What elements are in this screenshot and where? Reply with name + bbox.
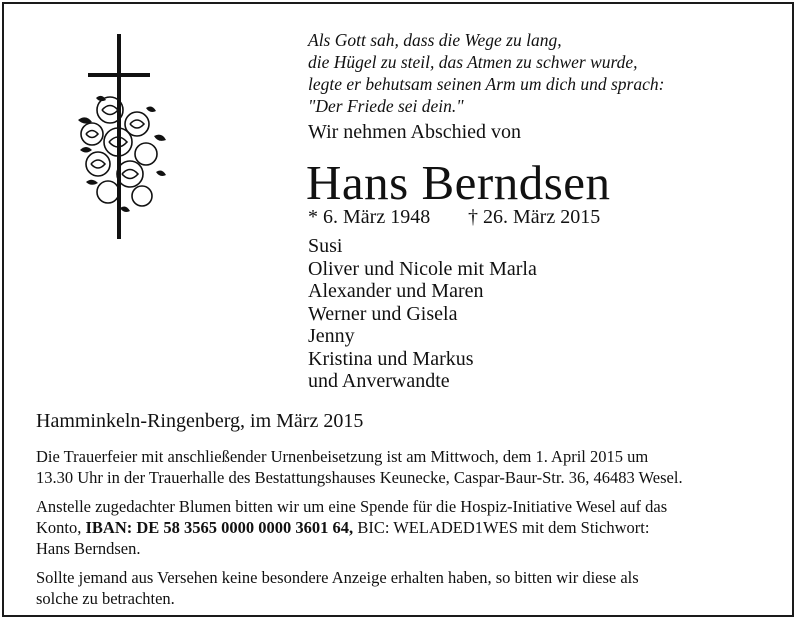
- poem-line: "Der Friede sei dein.": [308, 96, 464, 116]
- life-dates: [308, 206, 638, 229]
- poem: [308, 29, 778, 117]
- notice-info: [36, 567, 786, 609]
- death-date: † 26. März 2015: [468, 206, 601, 228]
- donation-keyword: Hans Berndsen.: [36, 539, 141, 558]
- donation-info: [36, 496, 786, 559]
- donation-line: [36, 517, 786, 538]
- notice-line: solche zu betrachten.: [36, 589, 175, 608]
- poem-line: Als Gott sah, dass die Wege zu lang,: [308, 30, 562, 50]
- ceremony-info: [36, 446, 786, 488]
- mourner: Alexander und Maren: [308, 280, 484, 302]
- ceremony-line: 13.30 Uhr in der Trauerhalle des Bestattungshauses Keunecke, Caspar-Baur-Str. 36, 46483 Wesel.: [36, 468, 683, 487]
- birth-date: * 6. März 1948: [308, 206, 431, 228]
- place-and-date: Hamminkeln-Ringenberg, im März 2015: [36, 410, 364, 432]
- donation-suffix: BIC: WELADED1WES mit dem Stichwort:: [353, 518, 650, 537]
- mourner: Werner und Gisela: [308, 302, 458, 325]
- mourner: und Anverwandte: [308, 370, 450, 392]
- mourner: Jenny: [308, 325, 355, 347]
- mourner: Susi: [308, 235, 343, 257]
- mourners-list: [308, 235, 537, 393]
- donation-prefix: Konto,: [36, 518, 86, 537]
- notice-line: Sollte jemand aus Versehen keine besondere Anzeige erhalten haben, so bitten wir diese als: [36, 568, 639, 587]
- farewell-intro: Wir nehmen Abschied von: [308, 121, 522, 143]
- mourner: Kristina und Markus: [308, 347, 474, 370]
- iban: IBAN: DE 58 3565 0000 0000 3601 64,: [85, 518, 354, 537]
- poem-line: legte er behutsam seinen Arm um dich und sprach:: [308, 74, 665, 94]
- mourner: Oliver und Nicole mit Marla: [308, 257, 537, 280]
- poem-line: die Hügel zu steil, das Atmen zu schwer wurde,: [308, 52, 638, 72]
- ceremony-line: Die Trauerfeier mit anschließender Urnenbeisetzung ist am Mittwoch, dem 1. April 2015 um: [36, 447, 649, 466]
- donation-line: Anstelle zugedachter Blumen bitten wir um eine Spende für die Hospiz-Initiative Wesel auf das: [36, 497, 668, 516]
- cross-with-roses-icon: [50, 32, 190, 244]
- deceased-name: Hans Berndsen: [306, 155, 611, 210]
